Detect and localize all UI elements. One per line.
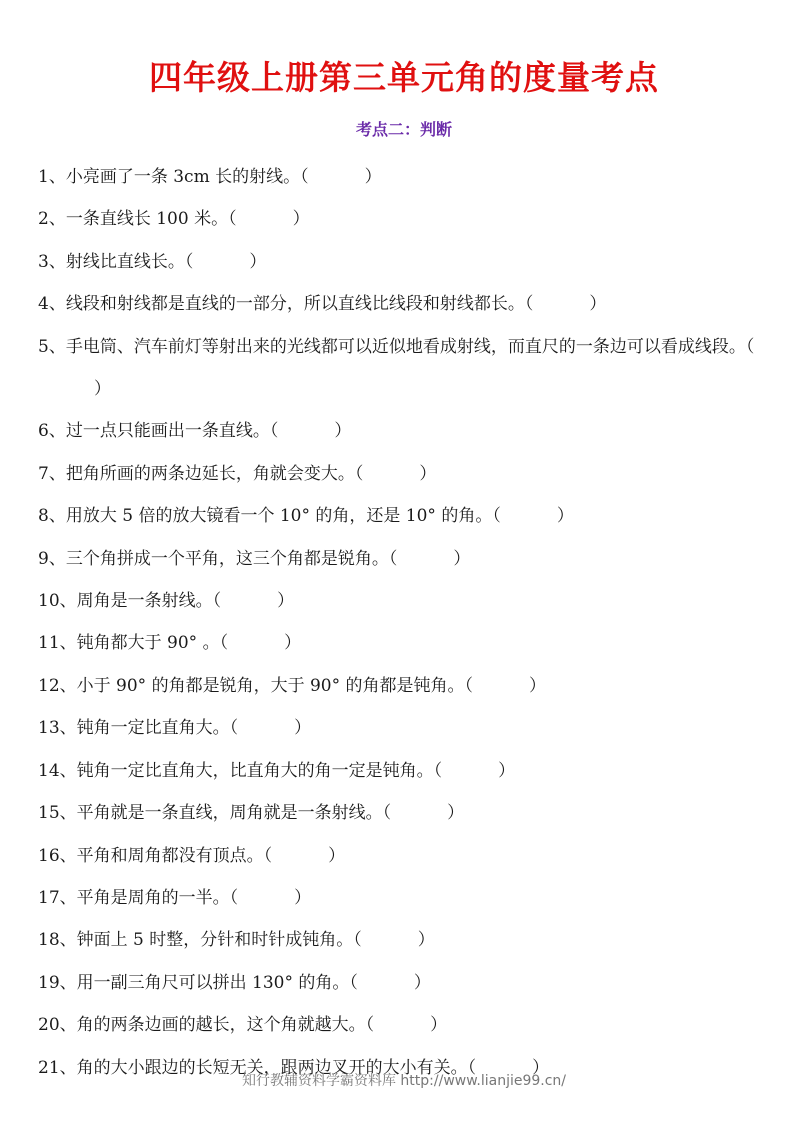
question-number: 21、 (38, 1057, 77, 1078)
closing-paren: ） (294, 887, 312, 908)
question-number: 3、 (38, 251, 66, 272)
question-item (38, 241, 778, 283)
question-text: 钝角都大于 90° 。（ (76, 633, 229, 654)
closing-paren: ） (277, 591, 295, 612)
question-number: 15、 (38, 803, 77, 824)
question-item (38, 750, 778, 792)
question-item (38, 877, 778, 919)
question-item (38, 665, 778, 707)
question-item (38, 792, 778, 834)
question-number: 17、 (38, 887, 77, 908)
question-number: 13、 (38, 718, 77, 739)
question-number: 2、 (38, 209, 66, 230)
question-text: 小亮画了一条 3cm 长的射线。（ (65, 167, 309, 187)
question-number: 19、 (38, 972, 77, 993)
question-text: 角的大小跟边的长短无关，跟两边叉开的大小有关。（ (76, 1057, 477, 1078)
question-text: 三个角拼成一个平角，这三个角都是锐角。（ (65, 548, 398, 569)
question-text: 平角是周角的一半。（ (76, 887, 239, 908)
closing-paren: ） (417, 930, 435, 951)
question-number: 1、 (38, 167, 66, 187)
question-number: 11、 (38, 633, 77, 654)
question-list (38, 156, 778, 1089)
question-number: 7、 (38, 463, 66, 484)
closing-paren: ） (292, 209, 310, 230)
question-text: 用放大 5 倍的放大镜看一个 10° 的角，还是 10° 的角。（ (65, 506, 501, 527)
question-item (38, 707, 778, 749)
question-item (38, 156, 778, 198)
question-number: 6、 (38, 421, 66, 442)
question-number: 16、 (38, 845, 77, 866)
question-text: 小于 90° 的角都是锐角，大于 90° 的角都是钝角。（ (76, 675, 474, 696)
question-text: 过一点只能画出一条直线。（ (65, 421, 279, 442)
closing-paren: ） (430, 1015, 448, 1036)
closing-paren: ） (94, 379, 111, 400)
section-subtitle: 考点二：判断 (355, 120, 452, 139)
closing-paren: ） (498, 760, 516, 781)
question-text: 角的两条边画的越长，这个角就越大。（ (76, 1015, 375, 1036)
closing-paren: ） (556, 506, 574, 527)
closing-paren: ） (529, 675, 547, 696)
question-text: 手电筒、汽车前灯等射出来的光线都可以近似地看成射线，而直尺的一条边可以看成线段。（ (65, 336, 755, 357)
question-item (38, 410, 778, 452)
question-number: 14、 (38, 760, 77, 781)
question-item (38, 919, 778, 961)
question-number: 4、 (38, 294, 66, 315)
question-number: 18、 (38, 930, 77, 951)
question-item (38, 326, 778, 411)
question-text: 射线比直线长。（ (65, 251, 194, 272)
closing-paren: ） (328, 845, 346, 866)
question-text: 一条直线长 100 米。（ (65, 209, 237, 230)
question-item (38, 538, 778, 580)
question-text: 线段和射线都是直线的一部分，所以直线比线段和射线都长。（ (65, 294, 534, 315)
closing-paren: ） (453, 548, 471, 569)
question-text: 周角是一条射线。（ (76, 591, 222, 612)
question-text: 平角和周角都没有顶点。（ (76, 845, 273, 866)
question-number: 20、 (38, 1015, 77, 1036)
question-item (38, 622, 778, 664)
closing-paren: ） (419, 463, 437, 484)
question-item (38, 495, 778, 537)
question-item (38, 453, 778, 495)
closing-paren: ） (284, 633, 302, 654)
question-item (38, 283, 778, 325)
closing-paren: ） (413, 972, 431, 993)
question-number: 12、 (38, 675, 77, 696)
question-item (38, 198, 778, 240)
question-text: 钝角一定比直角大。（ (76, 718, 239, 739)
question-number: 8、 (38, 506, 66, 527)
footer-watermark: 知行教辅资料学霸资料库 http://www.lianjie99.cn/ (241, 1073, 567, 1089)
closing-paren: ） (589, 294, 607, 315)
closing-paren: ） (294, 718, 312, 739)
page-title: 四年级上册第三单元角的度量考点 (149, 58, 659, 97)
closing-paren: ） (334, 421, 352, 442)
question-text: 用一副三角尺可以拼出 130° 的角。（ (76, 972, 358, 993)
question-text: 钝角一定比直角大，比直角大的角一定是钝角。（ (76, 760, 443, 781)
closing-paren: ） (532, 1057, 550, 1078)
question-item (38, 835, 778, 877)
question-number: 10、 (38, 591, 77, 612)
question-text: 把角所画的两条边延长，角就会变大。（ (65, 463, 364, 484)
closing-paren: ） (249, 251, 267, 272)
question-text: 平角就是一条直线，周角就是一条射线。（ (76, 803, 392, 824)
question-item (38, 1004, 778, 1046)
question-item (38, 580, 778, 622)
question-item (38, 962, 778, 1004)
closing-paren: ） (447, 803, 465, 824)
question-text: 钟面上 5 时整，分针和时针成钝角。（ (76, 930, 362, 951)
question-number: 5、 (38, 336, 66, 357)
closing-paren: ） (364, 167, 382, 187)
question-number: 9、 (38, 548, 66, 569)
